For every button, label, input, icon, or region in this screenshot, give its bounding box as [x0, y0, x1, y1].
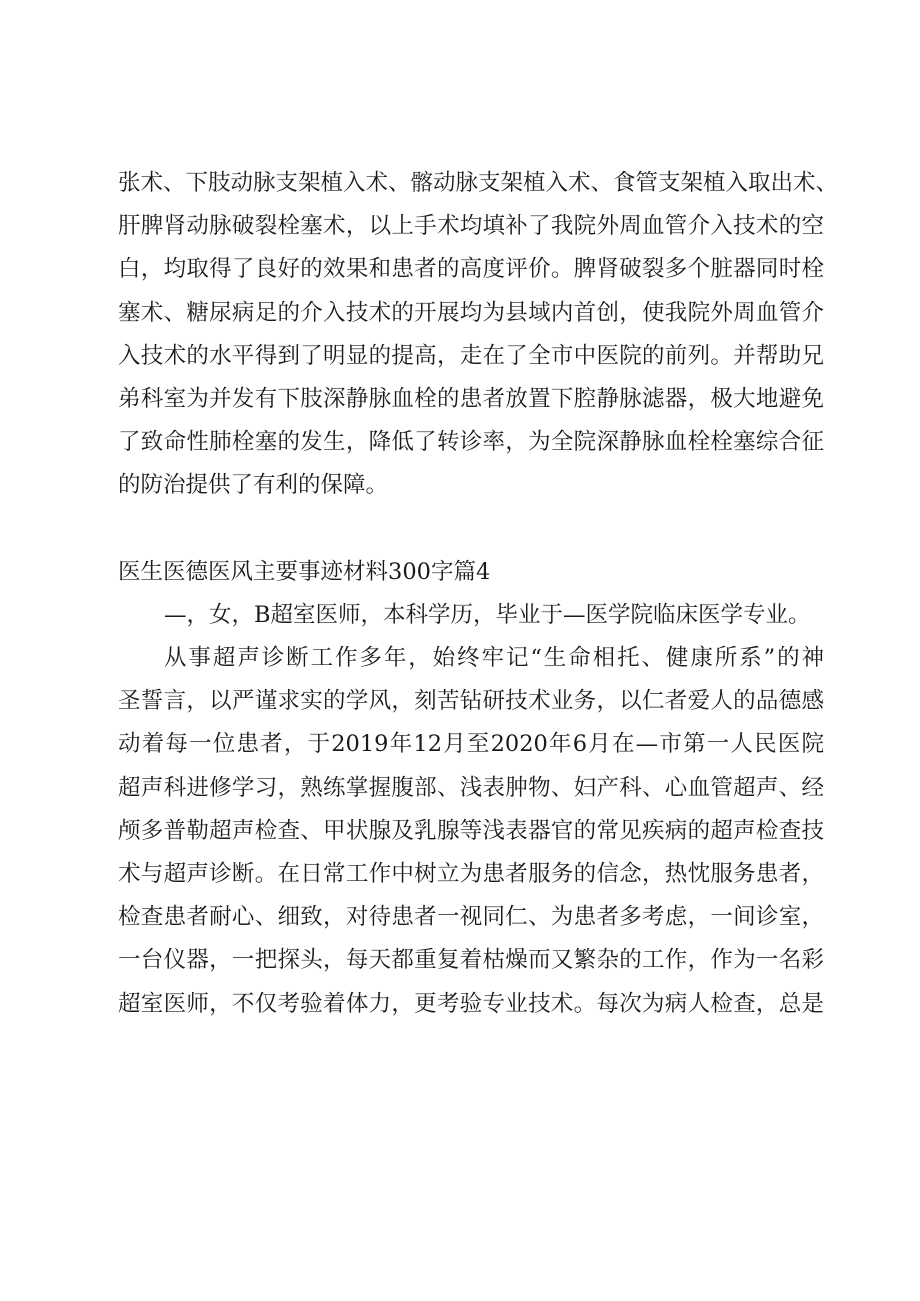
text-line: 术与超声诊断。在日常工作中树立为患者服务的信念，热忱服务患者，	[118, 861, 824, 887]
text-line: 肝脾肾动脉破裂栓塞术，以上手术均填补了我院外周血管介入技术的空	[118, 213, 824, 240]
text-line: 张术、下肢动脉支架植入术、髂动脉支架植入术、食管支架植入取出术、	[118, 170, 839, 196]
paragraph-main	[118, 637, 824, 1026]
text-line: 超声科进修学习，熟练掌握腹部、浅表肿物、妇产科、心血管超声、经	[118, 774, 824, 801]
text-line: 从事超声诊断工作多年，始终牢记“生命相托、健康所系”的神	[164, 645, 824, 672]
text-line: 了致命性肺栓塞的发生，降低了转诊率，为全院深静脉血栓栓塞综合征	[118, 429, 824, 456]
text-line: 颅多普勒超声检查、甲状腺及乳腺等浅表器官的常见疾病的超声检查技	[118, 817, 824, 844]
text-line: 检查患者耐心、细致，对待患者一视同仁、为患者多考虑，一间诊室，	[118, 904, 824, 931]
text-line: 入技术的水平得到了明显的提高，走在了全市中医院的前列。并帮助兄	[118, 342, 824, 369]
paragraph-continued	[118, 162, 839, 508]
text-line: —，女，B超室医师，本科学历，毕业于—医学院临床医学专业。	[164, 601, 811, 628]
document-body	[118, 162, 839, 1026]
paragraph-intro	[118, 594, 824, 637]
text-line: 动着每一位患者，于2019年12月至2020年6月在—市第一人民医院	[118, 731, 824, 758]
text-line: 超室医师，不仅考验着体力，更考验专业技术。每次为病人检查，总是	[118, 990, 824, 1017]
paragraph-gap	[118, 508, 824, 551]
text-line: 一台仪器，一把探头，每天都重复着枯燥而又繁杂的工作，作为一名彩	[118, 947, 824, 974]
section-heading: 医生医德医风主要事迹材料300字篇4	[118, 558, 491, 585]
text-line: 塞术、糖尿病足的介入技术的开展均为县域内首创，使我院外周血管介	[118, 299, 824, 326]
text-line: 白，均取得了良好的效果和患者的高度评价。脾肾破裂多个脏器同时栓	[118, 256, 824, 283]
text-line: 圣誓言，以严谨求实的学风，刻苦钻研技术业务，以仁者爱人的品德感	[118, 688, 824, 715]
text-line: 弟科室为并发有下肢深静脉血栓的患者放置下腔静脉滤器，极大地避免	[118, 385, 824, 412]
text-line: 的防治提供了有利的保障。	[118, 472, 389, 499]
